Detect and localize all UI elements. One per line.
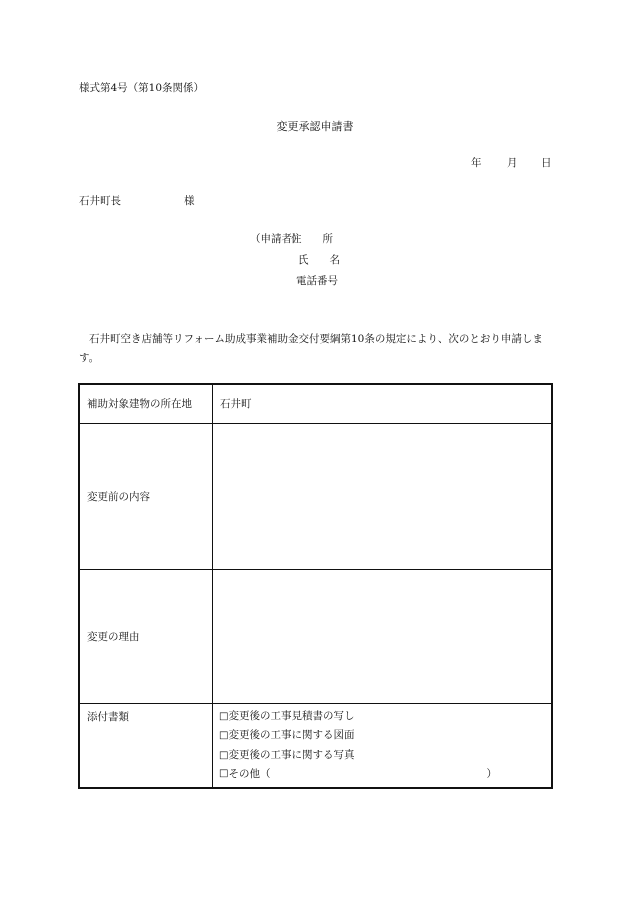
date-month-label: 月 [507, 157, 518, 169]
applicant-label: （申請者） [250, 233, 303, 245]
attachment-item-other[interactable]: □ その他（ ） [219, 765, 497, 784]
attachments-label: 添付書類 [79, 703, 213, 788]
attachment-item-photo[interactable]: □変更後の工事に関する写真 [219, 748, 355, 761]
attachment-item-estimate[interactable]: □変更後の工事見積書の写し [219, 709, 355, 722]
location-value-field[interactable]: 石井町 [213, 384, 553, 423]
checkbox-icon[interactable]: □ [219, 730, 229, 742]
table-row-attachments [79, 703, 552, 788]
table-row-before [79, 423, 552, 569]
other-input-area[interactable] [270, 765, 486, 784]
application-statement: 石井町空き店舗等リフォーム助成事業補助金交付要綱第10条の規定により、次のとおり申請します。 [79, 333, 543, 364]
checkbox-icon[interactable]: □ [219, 768, 229, 780]
applicant-address-label: 住 所 [291, 233, 333, 245]
reason-field[interactable] [213, 569, 553, 703]
table-row-location [79, 384, 552, 423]
form-number: 様式第4号（第10条関係） [79, 82, 205, 94]
addressee: 石井町長 [79, 195, 121, 207]
date-year-label: 年 [471, 157, 482, 169]
location-label: 補助対象建物の所在地 [79, 384, 213, 423]
attachments-list [213, 703, 553, 788]
reason-label: 変更の理由 [79, 569, 213, 703]
addressee-honorific: 様 [184, 195, 195, 207]
application-form-table [78, 383, 553, 789]
table-row-reason [79, 569, 552, 703]
attachment-item-drawing[interactable]: □変更後の工事に関する図面 [219, 729, 355, 742]
checkbox-icon[interactable]: □ [219, 749, 229, 761]
document-title: 変更承認申請書 [276, 120, 354, 133]
before-content-field[interactable] [213, 423, 553, 569]
applicant-phone-label: 電話番号 [296, 275, 338, 287]
before-content-label: 変更前の内容 [79, 423, 213, 569]
date-day-label: 日 [541, 157, 552, 169]
applicant-name-label: 氏 名 [298, 254, 340, 266]
checkbox-icon[interactable]: □ [219, 710, 229, 722]
